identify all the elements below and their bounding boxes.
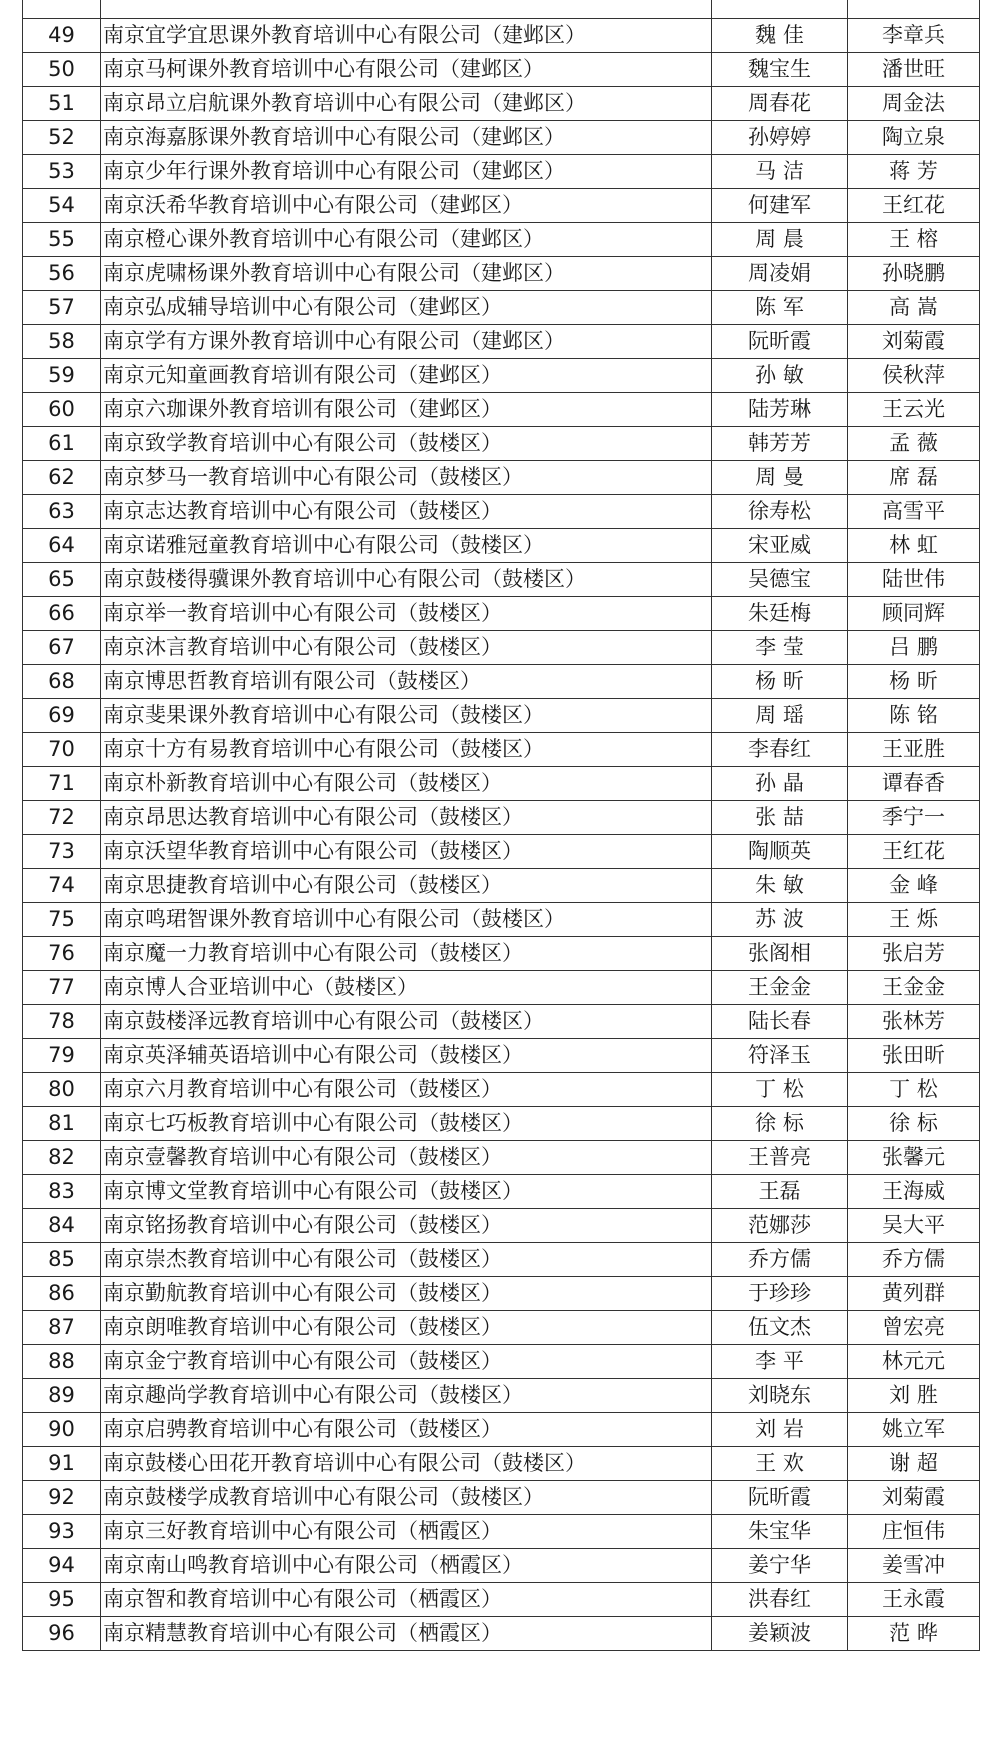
principal-cell: 季宁一 [848, 801, 980, 835]
table-row [23, 1447, 980, 1481]
row-number-cell: 79 [23, 1039, 101, 1073]
row-number-cell: 94 [23, 1549, 101, 1583]
table-row [23, 1005, 980, 1039]
legal-representative-cell: 李春红 [712, 733, 848, 767]
table-row [23, 19, 980, 53]
legal-representative-cell: 刘 岩 [712, 1413, 848, 1447]
legal-representative-cell: 伍文杰 [712, 1311, 848, 1345]
principal-cell: 刘菊霞 [848, 325, 980, 359]
table-row [23, 563, 980, 597]
table-row [23, 733, 980, 767]
legal-representative-cell: 朱 敏 [712, 869, 848, 903]
row-number-cell: 51 [23, 87, 101, 121]
principal-cell: 张馨元 [848, 1141, 980, 1175]
table-row [23, 1379, 980, 1413]
row-number-cell: 55 [23, 223, 101, 257]
principal-cell: 王 榕 [848, 223, 980, 257]
legal-representative-cell: 陆长春 [712, 1005, 848, 1039]
principal-cell: 孙晓鹏 [848, 257, 980, 291]
institution-name-cell: 南京博文堂教育培训中心有限公司（鼓楼区） [101, 1175, 712, 1209]
row-number-cell: 57 [23, 291, 101, 325]
legal-representative-cell: 王 欢 [712, 1447, 848, 1481]
principal-cell: 周金法 [848, 87, 980, 121]
principal-cell: 乔方儒 [848, 1243, 980, 1277]
row-number-cell: 84 [23, 1209, 101, 1243]
institution-name-cell: 南京鼓楼心田花开教育培训中心有限公司（鼓楼区） [101, 1447, 712, 1481]
principal-cell: 徐 标 [848, 1107, 980, 1141]
table-row [23, 1549, 980, 1583]
institution-name-cell: 南京朗唯教育培训中心有限公司（鼓楼区） [101, 1311, 712, 1345]
institution-name-cell: 南京博思哲教育培训有限公司（鼓楼区） [101, 665, 712, 699]
row-number-cell: 62 [23, 461, 101, 495]
principal-cell: 陆世伟 [848, 563, 980, 597]
legal-representative-cell: 周 晨 [712, 223, 848, 257]
row-number-cell: 67 [23, 631, 101, 665]
legal-representative-cell: 张阁相 [712, 937, 848, 971]
institution-name-cell: 南京宜学宜思课外教育培训中心有限公司（建邺区） [101, 19, 712, 53]
legal-representative-cell: 王金金 [712, 971, 848, 1005]
principal-cell: 王永霞 [848, 1583, 980, 1617]
table-row [23, 495, 980, 529]
row-number-cell: 68 [23, 665, 101, 699]
table-row [23, 631, 980, 665]
legal-representative-cell: 周春花 [712, 87, 848, 121]
principal-cell: 丁 松 [848, 1073, 980, 1107]
institution-name-cell: 南京崇杰教育培训中心有限公司（鼓楼区） [101, 1243, 712, 1277]
row-number-cell: 61 [23, 427, 101, 461]
row-number-cell: 82 [23, 1141, 101, 1175]
principal-cell: 林元元 [848, 1345, 980, 1379]
legal-representative-cell: 乔方儒 [712, 1243, 848, 1277]
table-row [23, 393, 980, 427]
table-row [23, 801, 980, 835]
row-number-cell: 78 [23, 1005, 101, 1039]
principal-cell: 王云光 [848, 393, 980, 427]
row-number-cell: 70 [23, 733, 101, 767]
legal-representative-cell: 姜宁华 [712, 1549, 848, 1583]
principal-cell: 吴大平 [848, 1209, 980, 1243]
principal-cell: 林 虹 [848, 529, 980, 563]
row-number-cell: 80 [23, 1073, 101, 1107]
table-row [23, 1311, 980, 1345]
row-number-cell: 53 [23, 155, 101, 189]
institution-name-cell: 南京志达教育培训中心有限公司（鼓楼区） [101, 495, 712, 529]
legal-representative-cell: 陈 军 [712, 291, 848, 325]
legal-representative-cell: 周凌娟 [712, 257, 848, 291]
principal-cell: 高雪平 [848, 495, 980, 529]
row-number-cell: 49 [23, 19, 101, 53]
table-row [23, 1209, 980, 1243]
institution-name-cell: 南京趣尚学教育培训中心有限公司（鼓楼区） [101, 1379, 712, 1413]
table-row [23, 1141, 980, 1175]
institution-name-cell: 南京诺雅冠童教育培训中心有限公司（鼓楼区） [101, 529, 712, 563]
row-number-cell: 63 [23, 495, 101, 529]
principal-cell: 陈 铭 [848, 699, 980, 733]
row-number-cell: 83 [23, 1175, 101, 1209]
table-row [23, 835, 980, 869]
institution-name-cell: 南京铭扬教育培训中心有限公司（鼓楼区） [101, 1209, 712, 1243]
principal-cell: 王红花 [848, 189, 980, 223]
principal-cell [848, 0, 980, 19]
legal-representative-cell: 陆芳琳 [712, 393, 848, 427]
institution-name-cell: 南京英泽辅英语培训中心有限公司（鼓楼区） [101, 1039, 712, 1073]
institution-name-cell: 南京鼓楼泽远教育培训中心有限公司（鼓楼区） [101, 1005, 712, 1039]
legal-representative-cell: 洪春红 [712, 1583, 848, 1617]
principal-cell: 王红花 [848, 835, 980, 869]
table-row [23, 1481, 980, 1515]
institution-name-cell: 南京精慧教育培训中心有限公司（栖霞区） [101, 1617, 712, 1651]
row-number-cell: 89 [23, 1379, 101, 1413]
legal-representative-cell: 于珍珍 [712, 1277, 848, 1311]
table-row [23, 53, 980, 87]
table-row [23, 1073, 980, 1107]
table-row [23, 903, 980, 937]
principal-cell: 潘世旺 [848, 53, 980, 87]
table-row [23, 155, 980, 189]
institution-name-cell: 南京虎啸杨课外教育培训中心有限公司（建邺区） [101, 257, 712, 291]
row-number-cell: 74 [23, 869, 101, 903]
legal-representative-cell: 陶顺英 [712, 835, 848, 869]
legal-representative-cell: 张 喆 [712, 801, 848, 835]
institution-name-cell: 南京海嘉豚课外教育培训中心有限公司（建邺区） [101, 121, 712, 155]
principal-cell: 姜雪冲 [848, 1549, 980, 1583]
legal-representative-cell: 苏 波 [712, 903, 848, 937]
institution-name-cell: 南京南山鸣教育培训中心有限公司（栖霞区） [101, 1549, 712, 1583]
table-row [23, 461, 980, 495]
legal-representative-cell: 孙婷婷 [712, 121, 848, 155]
table-row [23, 767, 980, 801]
legal-representative-cell: 王磊 [712, 1175, 848, 1209]
institution-name-cell: 南京斐果课外教育培训中心有限公司（鼓楼区） [101, 699, 712, 733]
legal-representative-cell: 魏宝生 [712, 53, 848, 87]
row-number-cell: 75 [23, 903, 101, 937]
institution-name-cell: 南京思捷教育培训中心有限公司（鼓楼区） [101, 869, 712, 903]
principal-cell: 顾同辉 [848, 597, 980, 631]
row-number-cell: 81 [23, 1107, 101, 1141]
principal-cell: 侯秋萍 [848, 359, 980, 393]
institution-name-cell: 南京鸣珺智课外教育培训中心有限公司（鼓楼区） [101, 903, 712, 937]
institution-name-cell: 南京启骋教育培训中心有限公司（鼓楼区） [101, 1413, 712, 1447]
legal-representative-cell [712, 0, 848, 19]
table-row [23, 291, 980, 325]
principal-cell: 曾宏亮 [848, 1311, 980, 1345]
legal-representative-cell: 范娜莎 [712, 1209, 848, 1243]
table-row [23, 1175, 980, 1209]
legal-representative-cell: 徐寿松 [712, 495, 848, 529]
legal-representative-cell: 孙 晶 [712, 767, 848, 801]
principal-cell: 蒋 芳 [848, 155, 980, 189]
table-row [23, 869, 980, 903]
row-number-cell: 65 [23, 563, 101, 597]
principal-cell: 金 峰 [848, 869, 980, 903]
legal-representative-cell: 李 莹 [712, 631, 848, 665]
legal-representative-cell: 王普亮 [712, 1141, 848, 1175]
table-row [23, 1039, 980, 1073]
row-number-cell: 59 [23, 359, 101, 393]
legal-representative-cell: 马 洁 [712, 155, 848, 189]
legal-representative-cell: 孙 敏 [712, 359, 848, 393]
table-row [23, 1107, 980, 1141]
legal-representative-cell: 杨 昕 [712, 665, 848, 699]
principal-cell: 王海威 [848, 1175, 980, 1209]
institution-name-cell: 南京少年行课外教育培训中心有限公司（建邺区） [101, 155, 712, 189]
row-number-cell: 95 [23, 1583, 101, 1617]
row-number-cell: 54 [23, 189, 101, 223]
table-row [23, 359, 980, 393]
legal-representative-cell: 丁 松 [712, 1073, 848, 1107]
institution-name-cell: 南京七巧板教育培训中心有限公司（鼓楼区） [101, 1107, 712, 1141]
principal-cell: 谭春香 [848, 767, 980, 801]
institution-name-cell: 南京六珈课外教育培训有限公司（建邺区） [101, 393, 712, 427]
row-number-cell: 76 [23, 937, 101, 971]
institution-name-cell: 南京智和教育培训中心有限公司（栖霞区） [101, 1583, 712, 1617]
principal-cell: 庄恒伟 [848, 1515, 980, 1549]
institution-name-cell: 南京金宁教育培训中心有限公司（鼓楼区） [101, 1345, 712, 1379]
legal-representative-cell: 何建军 [712, 189, 848, 223]
principal-cell: 陶立泉 [848, 121, 980, 155]
row-number-cell: 77 [23, 971, 101, 1005]
row-number-cell: 91 [23, 1447, 101, 1481]
table-row [23, 665, 980, 699]
table-row [23, 1413, 980, 1447]
table-row [23, 1243, 980, 1277]
institution-name-cell: 南京马柯课外教育培训中心有限公司（建邺区） [101, 53, 712, 87]
table-row [23, 937, 980, 971]
legal-representative-cell: 符泽玉 [712, 1039, 848, 1073]
principal-cell: 刘 胜 [848, 1379, 980, 1413]
table-row [23, 427, 980, 461]
institution-name-cell: 南京昂立启航课外教育培训中心有限公司（建邺区） [101, 87, 712, 121]
legal-representative-cell: 吴德宝 [712, 563, 848, 597]
institution-name-cell: 南京元知童画教育培训有限公司（建邺区） [101, 359, 712, 393]
legal-representative-cell: 魏 佳 [712, 19, 848, 53]
table-row [23, 529, 980, 563]
legal-representative-cell: 徐 标 [712, 1107, 848, 1141]
institution-name-cell: 南京魔一力教育培训中心有限公司（鼓楼区） [101, 937, 712, 971]
table-row [23, 1345, 980, 1379]
row-number-cell: 60 [23, 393, 101, 427]
institution-name-cell: 南京梦马一教育培训中心有限公司（鼓楼区） [101, 461, 712, 495]
table-row [23, 1515, 980, 1549]
row-number-cell: 72 [23, 801, 101, 835]
legal-representative-cell: 宋亚威 [712, 529, 848, 563]
legal-representative-cell: 阮昕霞 [712, 1481, 848, 1515]
institution-table [22, 0, 980, 1651]
principal-cell: 刘菊霞 [848, 1481, 980, 1515]
legal-representative-cell: 韩芳芳 [712, 427, 848, 461]
institution-name-cell: 南京博人合亚培训中心（鼓楼区） [101, 971, 712, 1005]
table-row [23, 0, 980, 19]
legal-representative-cell: 周 瑶 [712, 699, 848, 733]
principal-cell: 杨 昕 [848, 665, 980, 699]
row-number-cell: 96 [23, 1617, 101, 1651]
principal-cell: 黄列群 [848, 1277, 980, 1311]
principal-cell: 谢 超 [848, 1447, 980, 1481]
table-row [23, 699, 980, 733]
institution-name-cell: 南京沃希华教育培训中心有限公司（建邺区） [101, 189, 712, 223]
legal-representative-cell: 周 曼 [712, 461, 848, 495]
row-number-cell: 64 [23, 529, 101, 563]
row-number-cell: 69 [23, 699, 101, 733]
legal-representative-cell: 朱廷梅 [712, 597, 848, 631]
table-row [23, 1583, 980, 1617]
institution-name-cell: 南京学有方课外教育培训中心有限公司（建邺区） [101, 325, 712, 359]
principal-cell: 席 磊 [848, 461, 980, 495]
row-number-cell: 56 [23, 257, 101, 291]
table-row [23, 325, 980, 359]
principal-cell: 张启芳 [848, 937, 980, 971]
row-number-cell: 87 [23, 1311, 101, 1345]
institution-name-cell: 南京勤航教育培训中心有限公司（鼓楼区） [101, 1277, 712, 1311]
principal-cell: 王亚胜 [848, 733, 980, 767]
principal-cell: 吕 鹏 [848, 631, 980, 665]
institution-name-cell: 南京沐言教育培训中心有限公司（鼓楼区） [101, 631, 712, 665]
table-row [23, 189, 980, 223]
institution-name-cell: 南京壹馨教育培训中心有限公司（鼓楼区） [101, 1141, 712, 1175]
table-row [23, 121, 980, 155]
table-row [23, 971, 980, 1005]
row-number-cell: 86 [23, 1277, 101, 1311]
row-number-cell: 50 [23, 53, 101, 87]
legal-representative-cell: 朱宝华 [712, 1515, 848, 1549]
table-row [23, 1277, 980, 1311]
principal-cell: 高 嵩 [848, 291, 980, 325]
institution-name-cell: 南京朴新教育培训中心有限公司（鼓楼区） [101, 767, 712, 801]
table-row [23, 223, 980, 257]
institution-name-cell: 南京沃望华教育培训中心有限公司（鼓楼区） [101, 835, 712, 869]
principal-cell: 姚立军 [848, 1413, 980, 1447]
row-number-cell: 66 [23, 597, 101, 631]
row-number-cell: 90 [23, 1413, 101, 1447]
legal-representative-cell: 阮昕霞 [712, 325, 848, 359]
table-row [23, 257, 980, 291]
principal-cell: 孟 薇 [848, 427, 980, 461]
legal-representative-cell: 姜颖波 [712, 1617, 848, 1651]
principal-cell: 王金金 [848, 971, 980, 1005]
row-number-cell: 92 [23, 1481, 101, 1515]
principal-cell: 张林芳 [848, 1005, 980, 1039]
principal-cell: 范 晔 [848, 1617, 980, 1651]
legal-representative-cell: 刘晓东 [712, 1379, 848, 1413]
table-row [23, 597, 980, 631]
institution-name-cell: 南京橙心课外教育培训中心有限公司（建邺区） [101, 223, 712, 257]
row-number-cell: 73 [23, 835, 101, 869]
principal-cell: 张田昕 [848, 1039, 980, 1073]
row-number-cell: 93 [23, 1515, 101, 1549]
row-number-cell: 71 [23, 767, 101, 801]
row-number-cell [23, 0, 101, 19]
institution-name-cell: 南京举一教育培训中心有限公司（鼓楼区） [101, 597, 712, 631]
principal-cell: 王 烁 [848, 903, 980, 937]
institution-name-cell: 南京鼓楼学成教育培训中心有限公司（鼓楼区） [101, 1481, 712, 1515]
legal-representative-cell: 李 平 [712, 1345, 848, 1379]
table-row [23, 87, 980, 121]
institution-name-cell [101, 0, 712, 19]
institution-name-cell: 南京六月教育培训中心有限公司（鼓楼区） [101, 1073, 712, 1107]
institution-name-cell: 南京鼓楼得骥课外教育培训中心有限公司（鼓楼区） [101, 563, 712, 597]
row-number-cell: 88 [23, 1345, 101, 1379]
principal-cell: 李章兵 [848, 19, 980, 53]
table-body [23, 0, 980, 1651]
institution-name-cell: 南京弘成辅导培训中心有限公司（建邺区） [101, 291, 712, 325]
institution-name-cell: 南京十方有易教育培训中心有限公司（鼓楼区） [101, 733, 712, 767]
institution-name-cell: 南京致学教育培训中心有限公司（鼓楼区） [101, 427, 712, 461]
institution-name-cell: 南京昂思达教育培训中心有限公司（鼓楼区） [101, 801, 712, 835]
institution-name-cell: 南京三好教育培训中心有限公司（栖霞区） [101, 1515, 712, 1549]
row-number-cell: 52 [23, 121, 101, 155]
row-number-cell: 58 [23, 325, 101, 359]
table-row [23, 1617, 980, 1651]
row-number-cell: 85 [23, 1243, 101, 1277]
